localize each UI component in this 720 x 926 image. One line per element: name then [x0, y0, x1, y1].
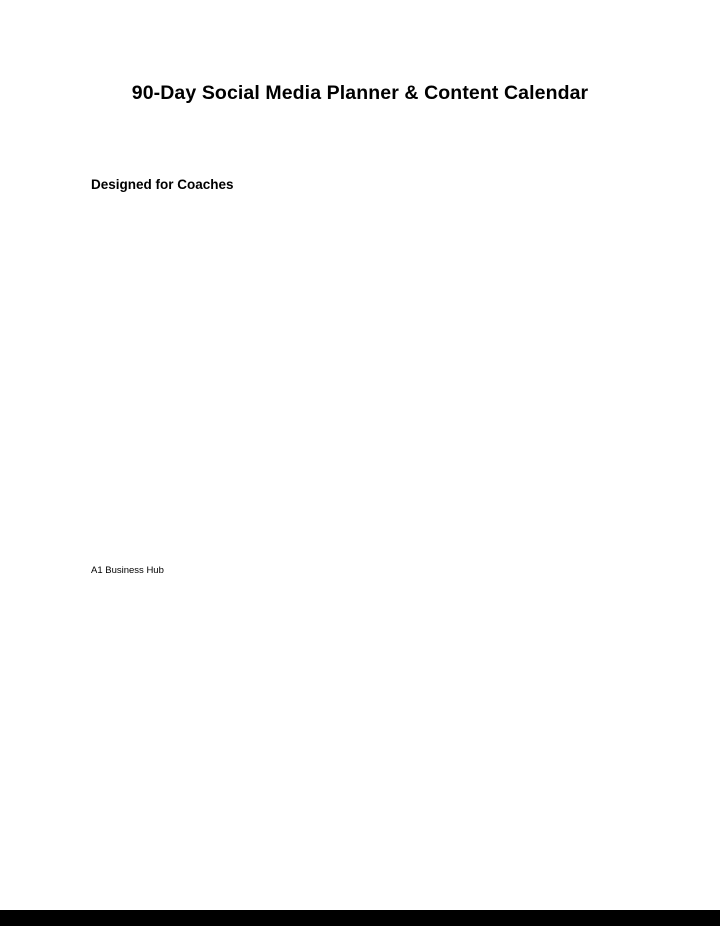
page-bottom-bar [0, 910, 720, 926]
document-subtitle: Designed for Coaches [91, 177, 234, 192]
page-title: 90-Day Social Media Planner & Content Calendar [131, 82, 589, 104]
publisher-name: A1 Business Hub [91, 565, 164, 576]
